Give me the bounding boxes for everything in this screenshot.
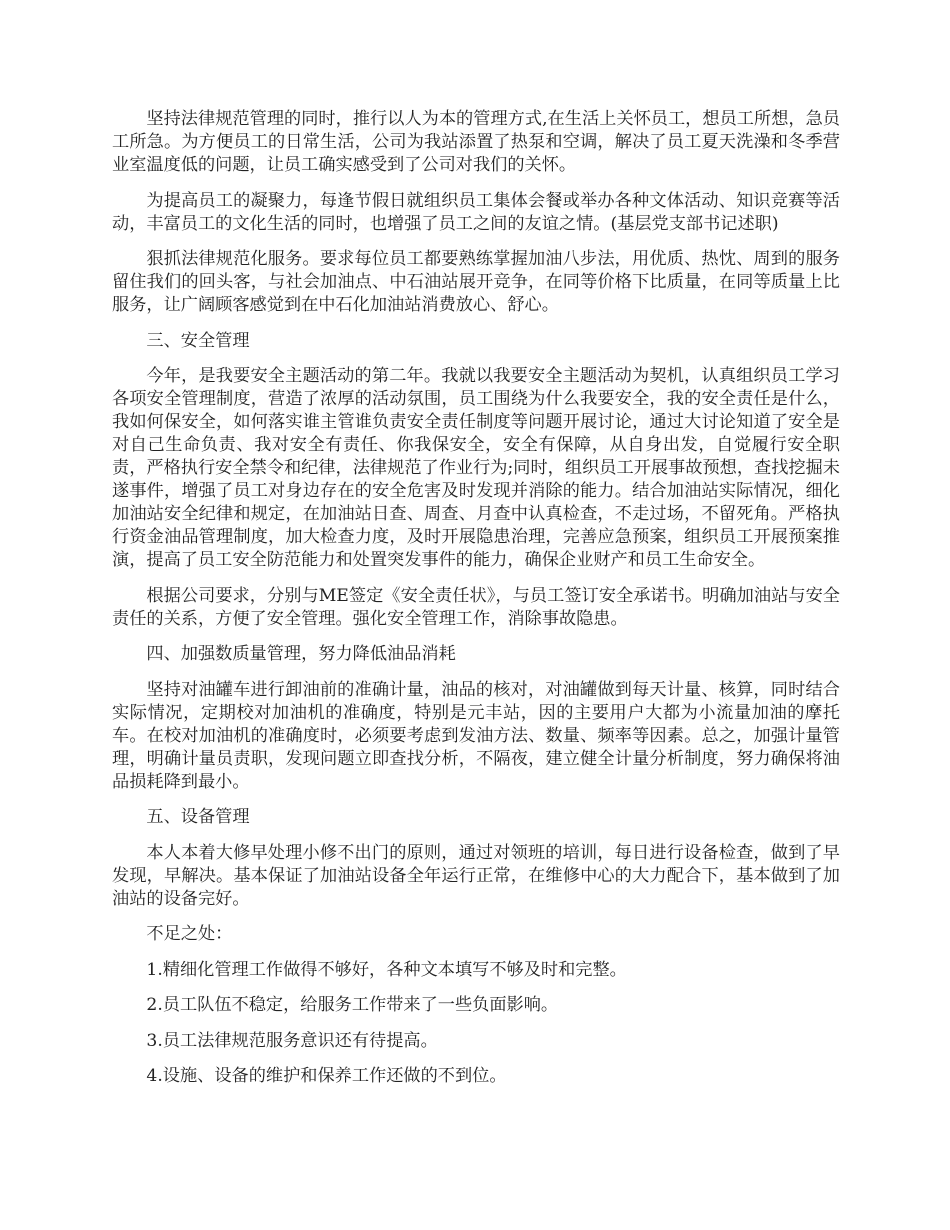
section-heading-safety: 三、安全管理 [146, 330, 250, 351]
section-heading-equipment: 五、设备管理 [146, 807, 250, 827]
deficiency-heading: 不足之处： [146, 924, 233, 944]
deficiency-item-3: 3.员工法律规范服务意识还有待提高。 [146, 1030, 438, 1051]
deficiency-item-2: 2.员工队伍不稳定，给服务工作带来了一些负面影响。 [146, 995, 559, 1015]
paragraph-cohesion: 为提高员工的凝聚力，每逢节假日就组织员工集体会餐或举办各种文体活动、知识竞赛等活动，丰富员工的文化生活的同时，也增强了员工之间的友谊之情。(基层党支部书记述职) [112, 190, 840, 234]
deficiency-item-1: 1.精细化管理工作做得不够好，各种文本填写不够及时和完整。 [146, 959, 627, 980]
document-page [112, 108, 840, 1101]
paragraph-measurement: 坚持对油罐车进行卸油前的准确计量，油品的核对，对油罐做到每天计量、核算，同时结合实际情况，定期校对加油机的准确度，特别是元丰站，因的主要用户大都为小流量加油的摩托车。在校对加油机的准确度时，必须要考虑到发油方法、数量、频率等因素。总之，加强计量管理，明确计量员责职，发现问题立即查找分析，不隔夜，建立健全计量分析制度，努力确保将油品损耗降到最小。 [112, 679, 840, 792]
paragraph-equipment: 本人本着大修早处理小修不出门的原则，通过对领班的培训，每日进行设备检查，做到了早发现，早解决。基本保证了加油站设备全年运行正常，在维修中心的大力配合下，基本做到了加油站的设备完好。 [112, 842, 840, 909]
paragraph-service: 狠抓法律规范化服务。要求每位员工都要熟练掌握加油八步法，用优质、热忱、周到的服务留住我们的回头客，与社会加油点、中石油站展开竞争，在同等价格下比质量，在同等质量上比服务，让广阔顾客感觉到在中石化加油站消费放心、舒心。 [112, 249, 840, 315]
paragraph-safety-responsibility: 根据公司要求，分别与ME签定《安全责任状》，与员工签订安全承诺书。明确加油站与安全责任的关系，方便了安全管理。强化安全管理工作，消除事故隐患。 [112, 585, 840, 629]
deficiency-item-4: 4.设施、设备的维护和保养工作还做的不到位。 [146, 1066, 507, 1086]
section-heading-quality: 四、加强数质量管理，努力降低油品消耗 [146, 644, 456, 664]
paragraph-employee-care: 坚持法律规范管理的同时，推行以人为本的管理方式,在生活上关怀员工，想员工所想，急员工所急。为方便员工的日常生活，公司为我站添置了热泵和空调，解决了员工夏天洗澡和冬季营业室温度低的问题，让员工确实感受到了公司对我们的关怀。 [112, 109, 840, 175]
paragraph-safety-activity: 今年，是我要安全主题活动的第二年。我就以我要安全主题活动为契机，认真组织员工学习各项安全管理制度，营造了浓厚的活动氛围，员工围绕为什么我要安全，我的安全责任是什么，我如何保安全，如何落实谁主管谁负责安全责任制度等问题开展讨论，通过大讨论知道了安全是对自己生命负责、我对安全有责任、你我保安全，安全有保障，从自身出发，自觉履行安全职责，严格执行安全禁令和纪律，法律规范了作业行为;同时，组织员工开展事故预想，查找挖掘未遂事件，增强了员工对身边存在的安全危害及时发现并消除的能力。结合加油站实际情况，细化加油站安全纪律和规定，在加油站日查、周查、月查中认真检查，不走过场，不留死角。严格执行资金油品管理制度，加大检查力度，及时开展隐患治理，完善应急预案，组织员工开展预案推演，提高了员工安全防范能力和处置突发事件的能力，确保企业财产和员工生命安全。 [112, 366, 840, 570]
